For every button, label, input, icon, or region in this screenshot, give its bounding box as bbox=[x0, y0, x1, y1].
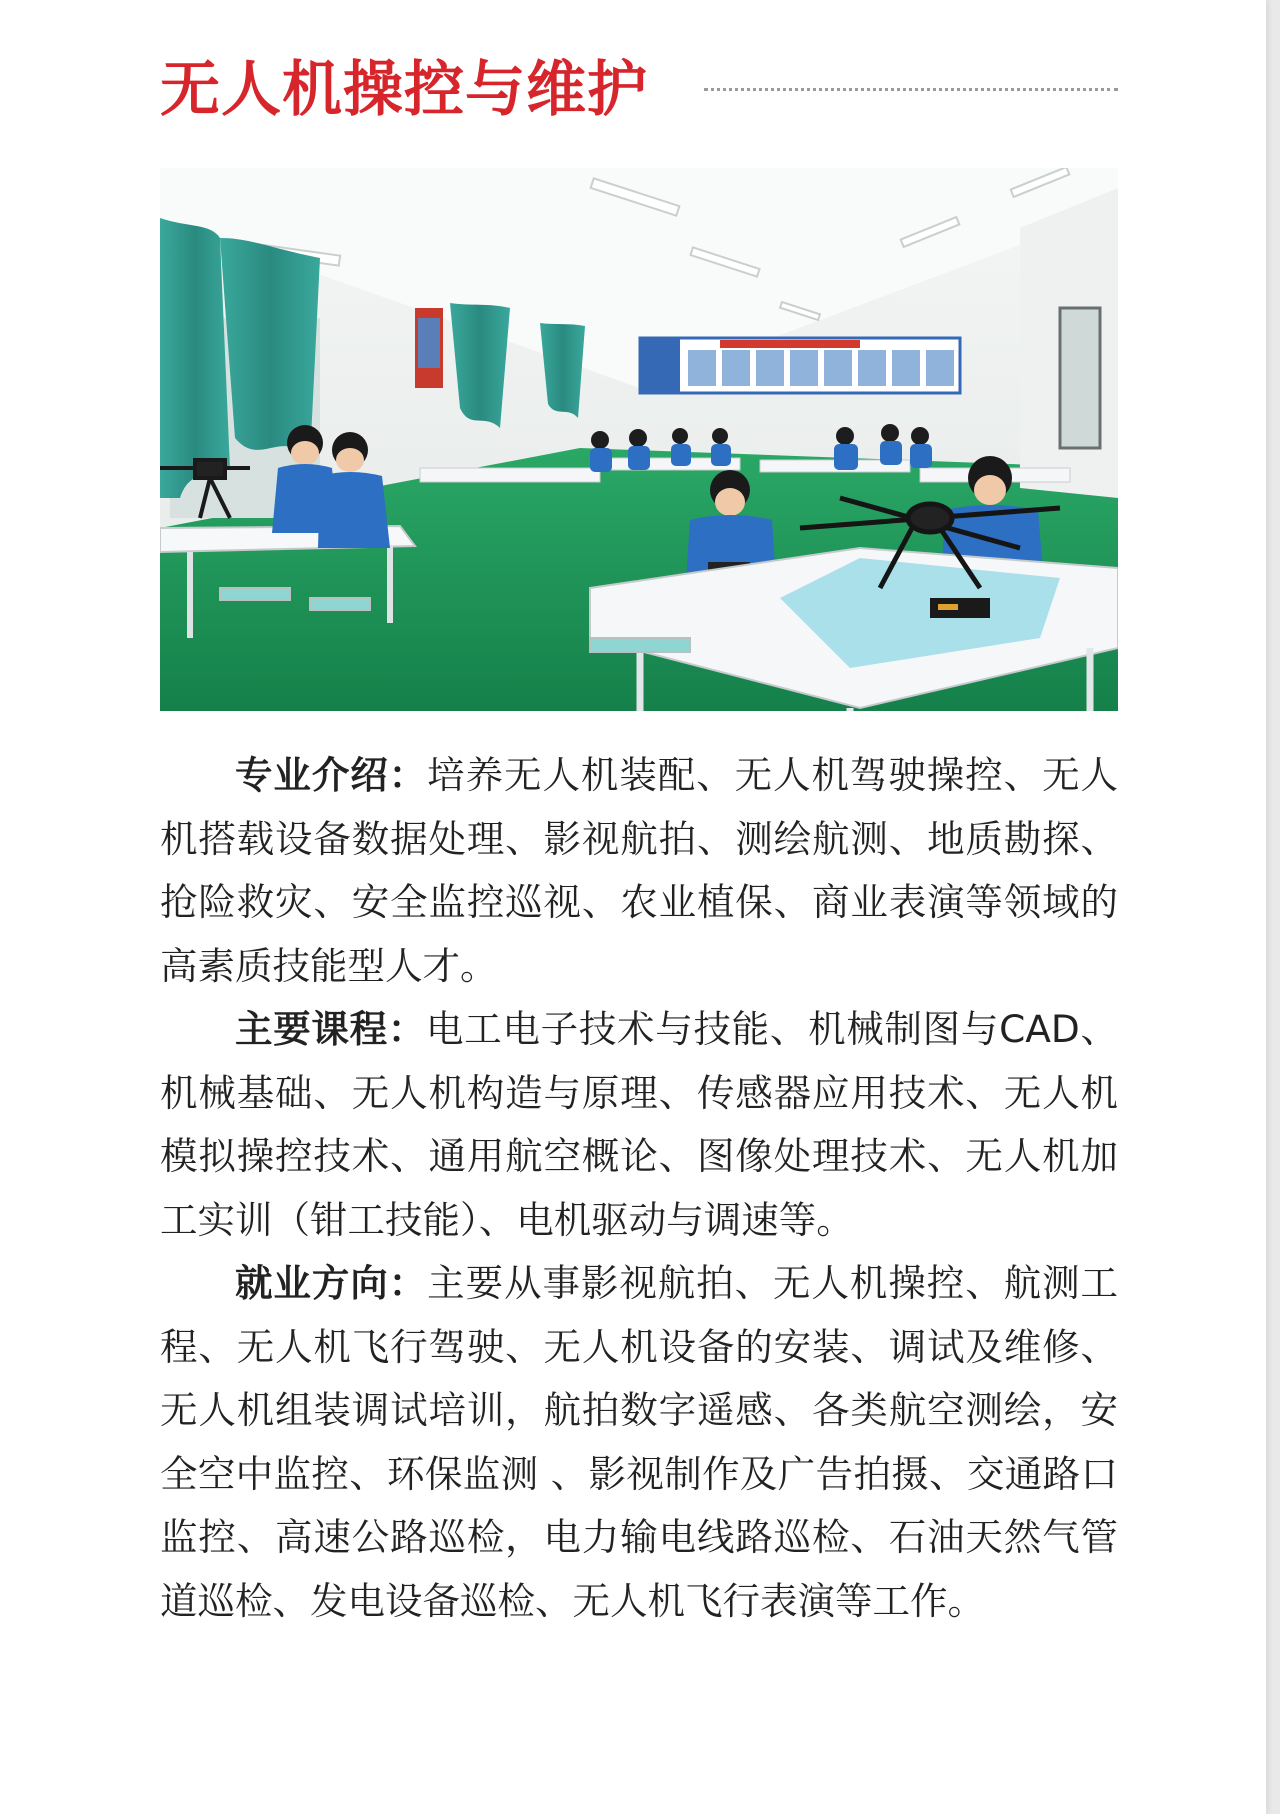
courses-text: 电工电子技术与技能、机械制图与CAD、机械基础、无人机构造与原理、传感器应用技术、无人机模拟操控技术、通用航空概论、图像处理技术、无人机加工实训（钳工技能）、电机驱动与调速等。 bbox=[160, 1007, 1119, 1242]
curtain bbox=[160, 218, 230, 498]
paragraph-intro bbox=[160, 744, 1118, 998]
page-title: 无人机操控与维护 bbox=[160, 55, 648, 125]
window bbox=[1060, 308, 1100, 448]
careers-text: 主要从事影视航拍、无人机操控、航测工程、无人机飞行驾驶、无人机设备的安装、调试及维修、无人机组装调试培训，航拍数字遥感、各类航空测绘，安全空中监控、环保监测 、影视制作及广告拍摄、交通路口监控、高速公路巡检，电力输电线路巡检、石油天然气管道巡检、发电设备巡检、无人机飞行表演等工作。 bbox=[160, 1261, 1119, 1623]
paragraph-courses bbox=[160, 998, 1118, 1252]
intro-text: 培养无人机装配、无人机驾驶操控、无人机搭载设备数据处理、影视航拍、测绘航测、地质勘探、抢险救灾、安全监控巡视、农业植保、商业表演等领域的高素质技能型人才。 bbox=[160, 753, 1119, 988]
title-row bbox=[160, 52, 1118, 132]
intro-label: 专业介绍： bbox=[235, 753, 428, 797]
classroom-photo bbox=[160, 168, 1118, 711]
body-text bbox=[160, 744, 1118, 1633]
careers-label: 就业方向： bbox=[235, 1261, 428, 1305]
stool bbox=[220, 588, 290, 600]
paragraph-careers bbox=[160, 1252, 1118, 1633]
stool bbox=[590, 638, 690, 652]
courses-label: 主要课程： bbox=[235, 1007, 427, 1051]
title-dotted-rule bbox=[704, 88, 1118, 91]
stool bbox=[310, 598, 370, 610]
